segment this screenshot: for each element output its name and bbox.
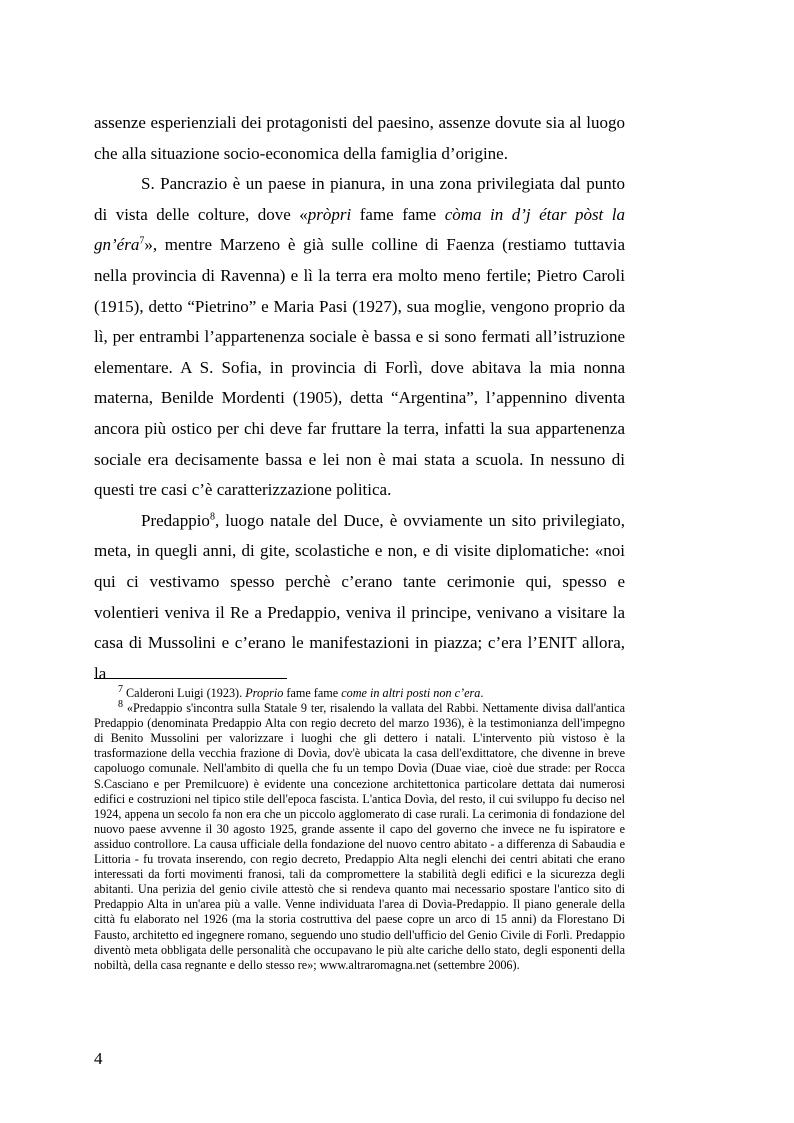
main-text <box>94 108 625 689</box>
footnote-7-italic-b: Proprio <box>245 686 284 700</box>
footnote-separator <box>94 678 287 679</box>
footnote-ref-7[interactable]: 7 <box>139 235 145 247</box>
paragraph-3-text-b: , luogo natale del Duce, è ovviamente un sito privilegiato, meta, in quegli anni, di gite, scolastiche e non, e di visite diplomatiche: «noi qui ci vestivamo spesso perchè c’erano tante cerimonie qui, spesso e volentieri veniva il Re a Predappio, veniva il principe, venivano a visitare la casa di Mussolini e c’erano le manifestazioni in piazza; c’era l’ENIT allora, la <box>94 510 625 683</box>
footnote-7-text-c: fame fame <box>283 686 342 700</box>
footnote-8-text: «Predappio s'incontra sulla Statale 9 ter, risalendo la vallata del Rabbi. Nettamente divisa dall'antica Predappio (denominata Predappio Alta con regio decreto del marzo 1936), è la testimonianza dell'impegno di Benito Mussolini per valorizzare i luoghi che gli dettero i natali. L'intervento più vistoso è la trasformazione della vecchia frazione di Dovìa, dov'è ubicata la casa dell'exdittatore, che divenne in breve capoluogo comunale. Nell'ambito di quella che fu un tempo Dovìa (Duae viae, cioè due strade: per Rocca S.Casciano e per Premilcuore) è evidente una concezione architettonica particolare dettata dai numerosi edifici e costruzioni nel tipico stile dell'epoca fascista. L'antica Dovìa, del resto, il cui sviluppo fu deciso nel 1924, appena un secolo fa non era che un piccolo agglomerato di case rurali. La cerimonia di fondazione del nuovo paese avvenne il 30 agosto 1925, grande assente il capo del governo che invece ne fu ispiratore e assiduo controllore. La causa ufficiale della fondazione del nuovo centro abitato - a differenza di Sabaudia e Littoria - fu trovata inserendo, con regio decreto, Predappio Alta negli elenchi dei centri abitati che erano interessati da forti movimenti franosi, tali da compromettere la stabilità degli edifici e la sicurezza degli abitanti. Una perizia del genio civile attestò che si rendeva quanto mai necessario spostare l'antico sito di Predappio Alta in un'area più a valle. Venne individuata l'area di Dovìa-Predappio. Il piano generale della città fu elaborato nel 1926 (ma la storia costruttiva del paese copre un arco di 15 anni) da Florestano Di Fausto, architetto ed ingegnere romano, seguendo uno studio dell'ufficio del Genio Civile di Forlì. Predappio diventò meta obbligata delle personalità che occupavano le più alte cariche dello stato, degli esponenti della nobiltà, della casa regnante e dello stesso re»; www.altraromagna.net (settembre 2006). <box>94 701 626 972</box>
paragraph-2-text-e: », mentre Marzeno è già sulle colline di Faenza (restiamo tuttavia nella provincia di Ravenna) e lì la terra era molto meno fertile; Pietro Caroli (1915), detto “Pietrino” e Maria Pasi (1927), sua moglie, vengono proprio da lì, per entrambi l’appartenenza sociale è bassa e si sono fermati all’istruzione elementare. A S. Sofia, in provincia di Forlì, dove abitava la mia nonna materna, Benilde Mordenti (1905), detta “Argentina”, l’appennino diventa ancora più ostico per chi deve far fruttare la terra, infatti la sua appartenenza sociale era decisamente bassa e lei non è mai stata a scuola. In nessuno di questi tre casi c’è caratterizzazione politica. <box>94 235 625 500</box>
paragraph-2 <box>94 169 625 506</box>
footnote-ref-8[interactable]: 8 <box>209 511 215 523</box>
footnote-8-number: 8 <box>118 699 123 711</box>
paragraph-3-text-a: Predappio <box>141 510 210 530</box>
footnotes <box>94 683 626 973</box>
dialect-word: pròpri <box>307 204 352 224</box>
footnote-7 <box>94 683 625 701</box>
footnote-7-text-e: . <box>480 686 484 700</box>
paragraph-2-text-c: fame fame <box>351 204 445 224</box>
dialect-phrase: còma in d’j étar pòst la gn’éra <box>94 204 625 255</box>
footnote-7-number: 7 <box>118 683 123 695</box>
footnote-8 <box>94 701 625 973</box>
paragraph-2-text-a: S. Pancrazio è un paese in pianura, in una zona privilegiata dal punto di vista delle colture, dove « <box>94 174 625 224</box>
footnote-7-italic-d: come in altri posti non c’era <box>341 686 481 700</box>
paragraph-1 <box>94 108 625 169</box>
footnote-7-text-a: Calderoni Luigi (1923). <box>123 686 246 700</box>
page-number: 4 <box>94 1049 103 1068</box>
paragraph-1-text: assenze esperienziali dei protagonisti del paesino, assenze dovute sia al luogo che alla situazione socio-economica della famiglia d’origine. <box>94 113 625 163</box>
paragraph-3 <box>94 506 625 690</box>
